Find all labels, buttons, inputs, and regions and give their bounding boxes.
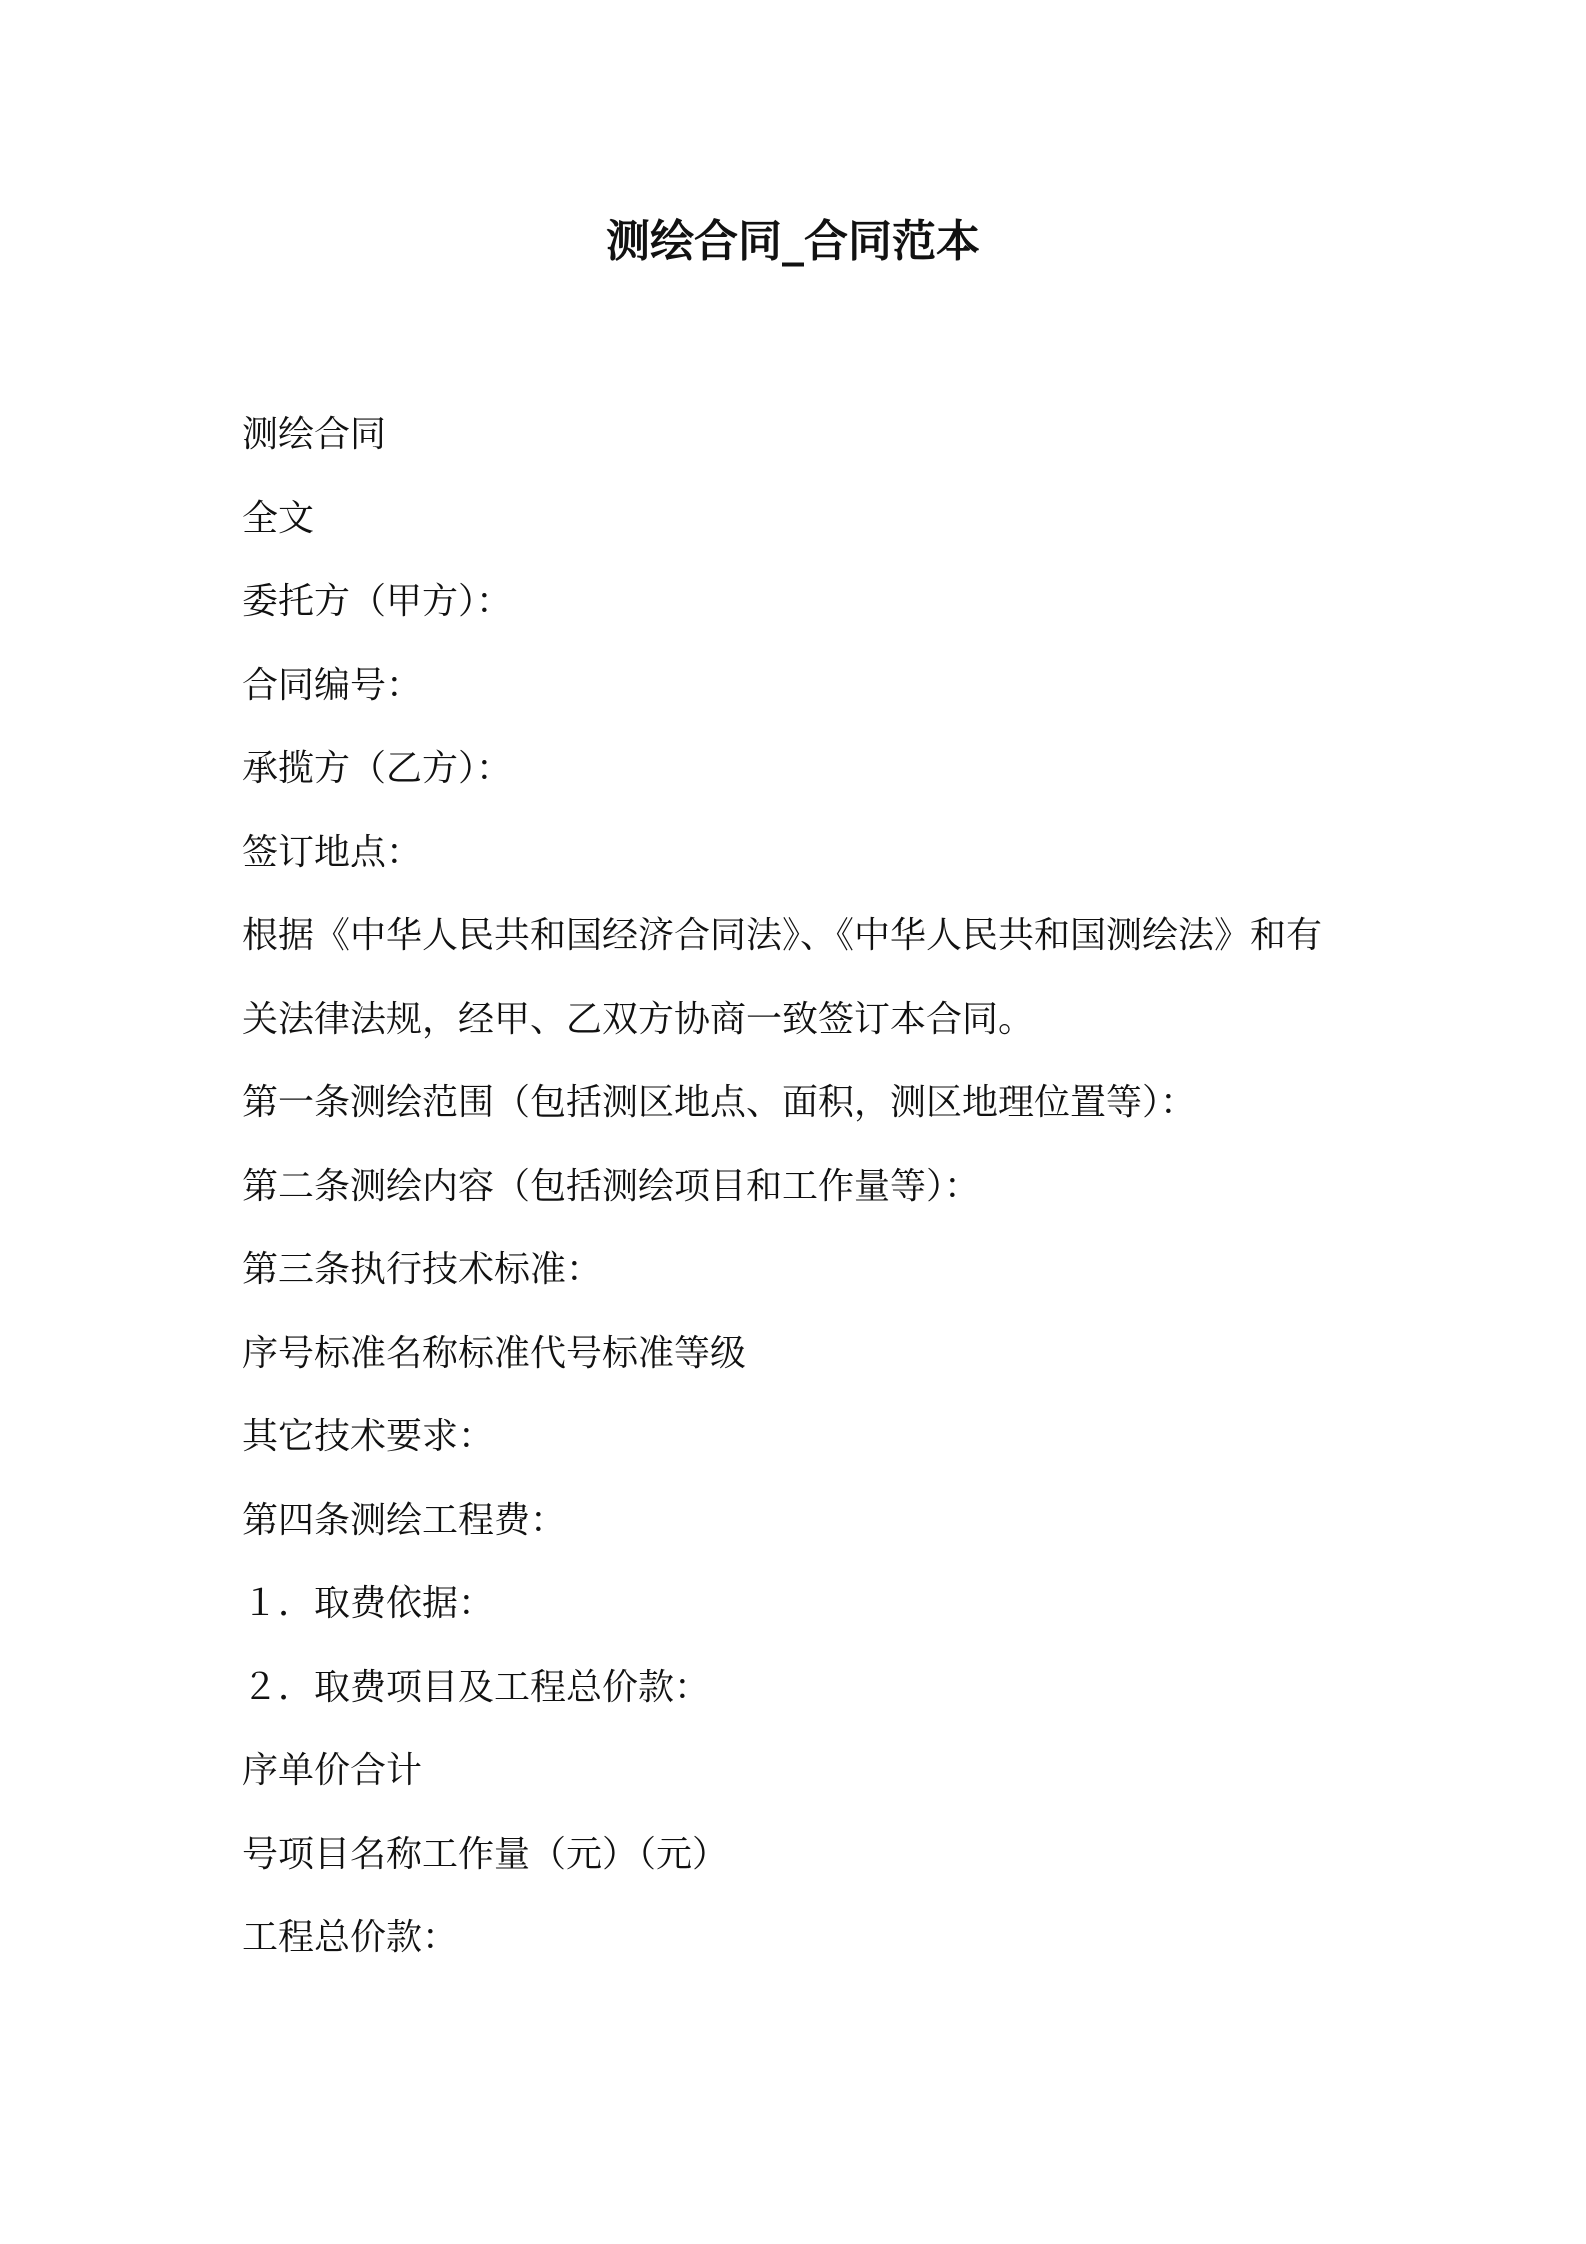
article-4-fees: 第四条测绘工程费：	[242, 1499, 567, 1541]
other-technical-requirements: 其它技术要求：	[242, 1416, 495, 1457]
standards-table-header: 序号标准名称标准代号标准等级	[242, 1332, 747, 1374]
document-body	[242, 405, 1362, 1992]
paragraph-basis-line-2: 关法律法规，经甲、乙双方协商一致签订本合同。	[242, 998, 1035, 1040]
heading-full-text: 全文	[242, 497, 315, 539]
fee-table-header-line-2: 号项目名称工作量（元）（元）	[242, 1833, 729, 1875]
field-party-b: 承揽方（乙方）：	[242, 748, 513, 789]
total-project-price: 工程总价款：	[242, 1917, 459, 1958]
article-2-content: 第二条测绘内容（包括测绘项目和工作量等）：	[242, 1165, 981, 1207]
field-signing-place: 签订地点：	[242, 831, 423, 873]
article-1-scope: 第一条测绘范围（包括测区地点、面积，测区地理位置等）：	[242, 1082, 1197, 1123]
fee-item-2-items: ２．取费项目及工程总价款：	[242, 1666, 711, 1708]
heading-contract-name: 测绘合同	[242, 414, 387, 455]
document-title: 测绘合同_合同范本	[606, 216, 980, 267]
field-party-a: 委托方（甲方）：	[242, 581, 513, 622]
paragraph-basis-line-1: 根据《中华人民共和国经济合同法》、《中华人民共和国测绘法》和有	[242, 915, 1323, 956]
fee-item-1-basis: １．取费依据：	[242, 1583, 495, 1624]
field-contract-number: 合同编号：	[242, 664, 423, 706]
fee-table-header-line-1: 序单价合计	[242, 1750, 423, 1791]
article-3-standards: 第三条执行技术标准：	[242, 1249, 603, 1290]
